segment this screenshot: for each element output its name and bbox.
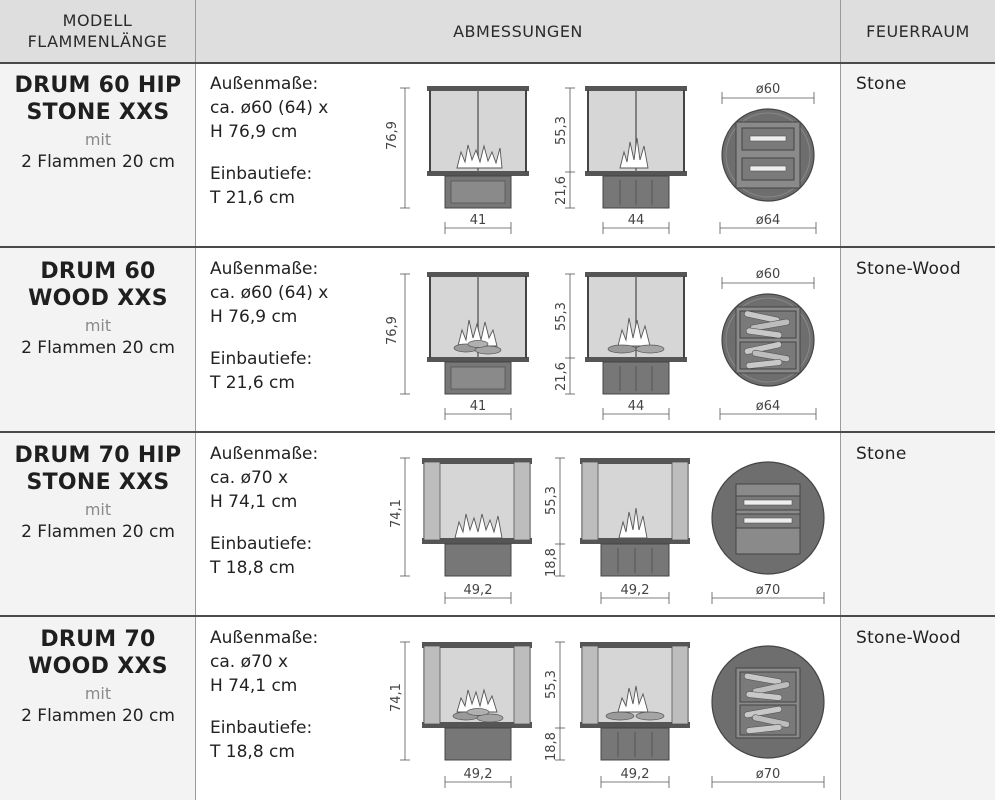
dim-base-label: 21,6	[554, 176, 569, 205]
depth-label: Einbautiefe:	[210, 718, 313, 738]
dim-width-label: 41	[469, 399, 487, 414]
depth-value: T 18,8 cm	[210, 742, 295, 762]
dim-glass-label: 55,3	[554, 116, 569, 145]
dim-width-label: 44	[627, 399, 645, 414]
dim-height-label: 76,9	[385, 121, 400, 150]
depth-value: T 18,8 cm	[210, 558, 295, 578]
outer-line2: H 76,9 cm	[210, 122, 298, 142]
dim-base-label: 21,6	[554, 362, 569, 391]
depth-label: Einbautiefe:	[210, 534, 313, 554]
model-mit: mit	[84, 316, 112, 335]
dim-base-label: 18,8	[544, 548, 559, 577]
outer-line2: H 74,1 cm	[210, 676, 298, 696]
dim-glass-label: 55,3	[544, 486, 559, 515]
dim-glass-label: 55,3	[554, 302, 569, 331]
depth-value: T 21,6 cm	[210, 188, 295, 208]
header-model-line2: FLAMMENLÄNGE	[27, 32, 168, 51]
dim-diameter-label: ø64	[755, 213, 781, 228]
depth-label: Einbautiefe:	[210, 164, 313, 184]
model-flames: 2 Flammen 20 cm	[21, 522, 175, 542]
top-view-drawing	[712, 646, 824, 758]
dim-height-label: 76,9	[385, 316, 400, 345]
top-view-drawing	[722, 294, 814, 386]
firebox-value: Stone	[856, 444, 907, 464]
side-view-drawing	[580, 642, 690, 760]
dim-diameter-label: ø70	[755, 767, 781, 782]
model-mit: mit	[84, 130, 112, 149]
firebox-value: Stone-Wood	[856, 628, 961, 648]
depth-value: T 21,6 cm	[210, 373, 295, 393]
dim-width-label: 49,2	[463, 583, 493, 598]
model-name-line1: DRUM 70	[40, 627, 156, 652]
side-view-drawing	[585, 86, 687, 208]
model-name-line1: DRUM 70 HIP	[14, 443, 182, 468]
front-view-drawing	[422, 458, 532, 576]
dim-diameter-label: ø64	[755, 399, 781, 414]
outer-line2: H 76,9 cm	[210, 307, 298, 327]
side-view-drawing	[585, 272, 687, 394]
model-flames: 2 Flammen 20 cm	[21, 706, 175, 726]
model-name-line2: WOOD XXS	[28, 286, 168, 311]
header-model-line1: MODELL	[62, 11, 133, 30]
top-view-drawing	[722, 109, 814, 201]
dim-width-label: 49,2	[620, 583, 650, 598]
depth-label: Einbautiefe:	[210, 349, 313, 369]
side-view-drawing	[580, 458, 690, 576]
dim-width-label: 49,2	[463, 767, 493, 782]
dim-base-label: 18,8	[544, 732, 559, 761]
model-name-line2: STONE XXS	[26, 470, 170, 495]
firebox-value: Stone	[856, 74, 907, 94]
firebox-value: Stone-Wood	[856, 259, 961, 279]
dim-diameter-label: ø60	[755, 267, 781, 282]
dim-width-label: 49,2	[620, 767, 650, 782]
header-firebox-label: FEUERRAUM	[866, 21, 970, 41]
model-flames: 2 Flammen 20 cm	[21, 152, 175, 172]
outer-line1: ca. ø70 x	[210, 652, 289, 672]
front-view-drawing	[427, 272, 529, 394]
outer-label: Außenmaße:	[210, 444, 319, 464]
outer-line1: ca. ø60 (64) x	[210, 283, 329, 303]
dim-width-label: 41	[469, 213, 487, 228]
model-name-line1: DRUM 60 HIP	[14, 73, 182, 98]
dim-diameter-label: ø60	[755, 82, 781, 97]
model-mit: mit	[84, 684, 112, 703]
model-mit: mit	[84, 500, 112, 519]
model-name-line2: STONE XXS	[26, 100, 170, 125]
front-view-drawing	[422, 642, 532, 760]
outer-line1: ca. ø60 (64) x	[210, 98, 329, 118]
outer-label: Außenmaße:	[210, 628, 319, 648]
dim-height-label: 74,1	[389, 499, 404, 528]
outer-label: Außenmaße:	[210, 259, 319, 279]
outer-line1: ca. ø70 x	[210, 468, 289, 488]
outer-line2: H 74,1 cm	[210, 492, 298, 512]
dim-width-label: 44	[627, 213, 645, 228]
top-view-drawing	[712, 462, 824, 574]
model-name-line2: WOOD XXS	[28, 654, 168, 679]
dim-diameter-label: ø70	[755, 583, 781, 598]
outer-label: Außenmaße:	[210, 74, 319, 94]
model-name-line1: DRUM 60	[40, 259, 156, 284]
header-dimensions-label: ABMESSUNGEN	[453, 21, 583, 41]
dim-height-label: 74,1	[389, 683, 404, 712]
front-view-drawing	[427, 86, 529, 208]
dim-glass-label: 55,3	[544, 670, 559, 699]
model-flames: 2 Flammen 20 cm	[21, 338, 175, 358]
